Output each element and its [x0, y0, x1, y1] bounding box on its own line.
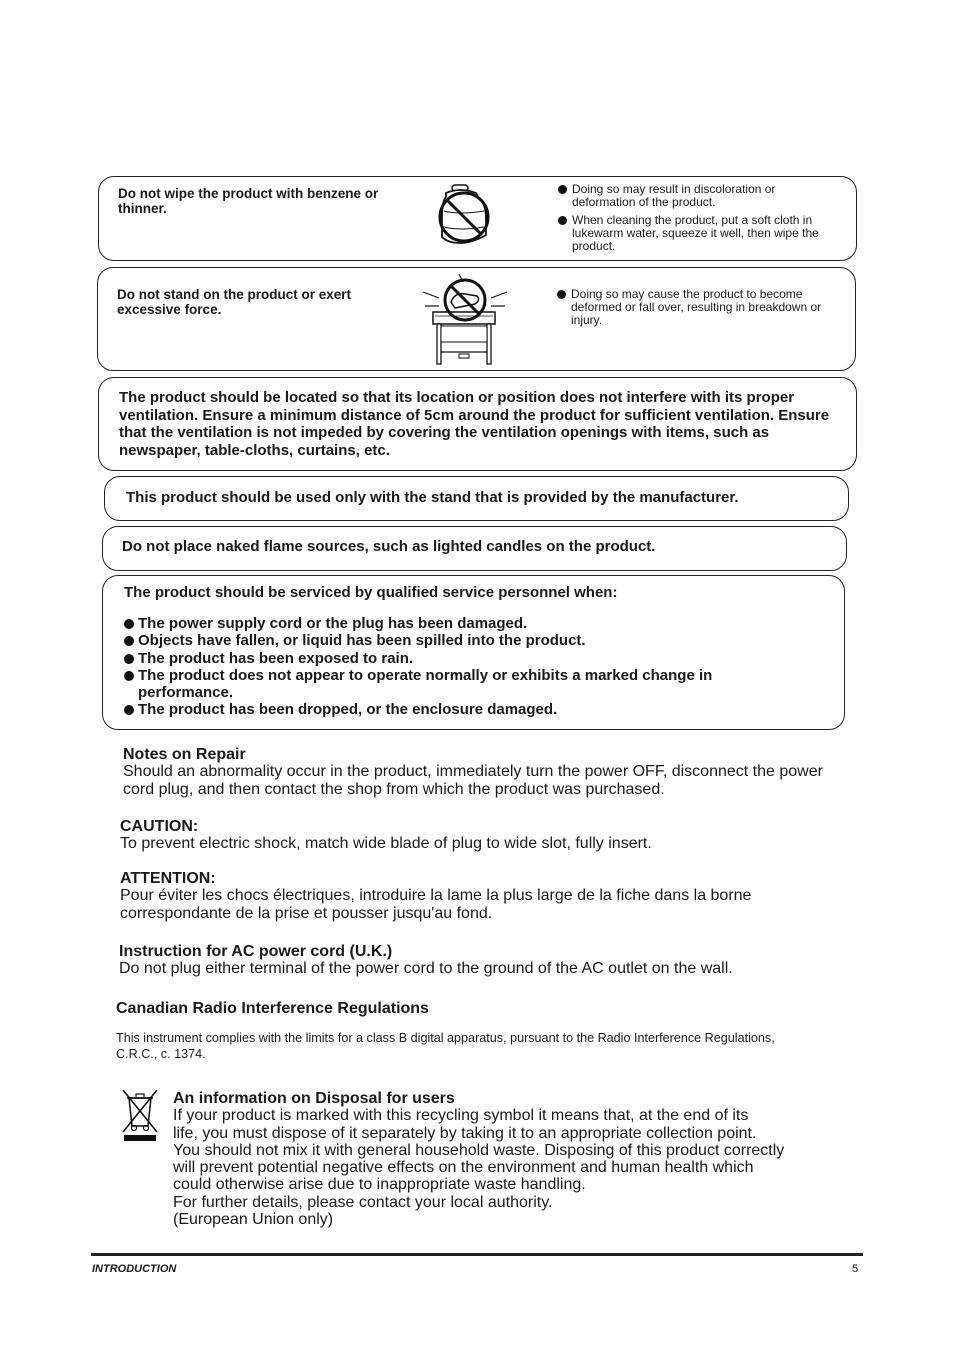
repair-body: Should an abnormality occur in the product, immediately turn the power OFF, disconnect the power cord plug, and then contact the shop from which the product was purchased.: [123, 763, 823, 798]
ac-cord-section: [119, 943, 839, 978]
warning-notes-standing: [557, 288, 834, 332]
service-intro: The product should be serviced by qualified service personnel when:: [124, 584, 618, 601]
caution-body: To prevent electric shock, match wide blade of plug to wide slot, fully insert.: [120, 835, 652, 853]
caution-section: [120, 818, 840, 853]
repair-heading: Notes on Repair: [123, 746, 246, 763]
service-condition: The product has been exposed to rain.: [124, 650, 764, 667]
no-benzene-bottle-icon: [432, 181, 500, 249]
crossed-out-wheelie-bin-icon: [120, 1088, 160, 1144]
ventilation-text: The product should be located so that its location or position does not interfere with its proper ventilation. Ensure a minimum distance of 5cm around the product for sufficient ventilation. Ensure that the ventilation is not impeded by covering the ventilation openings with items, such as newspaper, table-cloths, curtains, etc.: [119, 389, 830, 459]
no-standing-on-piano-icon: [421, 272, 509, 368]
warning-notes-benzene: [558, 183, 836, 258]
attention-section: [120, 870, 820, 922]
warning-note: Doing so may cause the product to become deformed or fall over, resulting in breakdown or injury.: [557, 288, 834, 327]
warning-note: When cleaning the product, put a soft cloth in lukewarm water, squeeze it well, then wipe the product.: [558, 214, 836, 253]
ac-cord-body: Do not plug either terminal of the power cord to the ground of the AC outlet on the wall.: [119, 960, 733, 978]
disposal-line: You should not mix it with general household waste. Disposing of this product correctly: [173, 1141, 785, 1159]
repair-section: [123, 746, 843, 798]
service-condition: The power supply cord or the plug has been damaged.: [124, 615, 764, 632]
warning-title-standing: Do not stand on the product or exert excessive force.: [117, 287, 352, 317]
footer-rule: [91, 1253, 863, 1256]
caution-heading: CAUTION:: [120, 818, 199, 835]
flame-text: Do not place naked flame sources, such as lighted candles on the product.: [122, 538, 656, 555]
service-condition: The product has been dropped, or the enclosure damaged.: [124, 701, 764, 718]
disposal-line: For further details, please contact your local authority.: [173, 1193, 553, 1211]
disposal-section: [173, 1090, 863, 1228]
canadian-heading: [116, 1000, 836, 1017]
disposal-line: (European Union only): [173, 1211, 334, 1229]
disposal-line: will prevent potential negative effects on the environment and human health which: [173, 1159, 754, 1177]
service-condition: The product does not appear to operate normally or exhibits a marked change in performance.: [124, 667, 764, 702]
disposal-line: life, you must dispose of it separately by taking it to an appropriate collection point.: [173, 1124, 757, 1142]
service-conditions-list: [124, 615, 764, 719]
page-number: 5: [852, 1263, 859, 1275]
canadian-heading-text: Canadian Radio Interference Regulations: [116, 1000, 429, 1017]
ac-cord-heading: Instruction for AC power cord (U.K.): [119, 943, 393, 960]
footer-section-label: INTRODUCTION: [92, 1263, 177, 1275]
canadian-body: This instrument complies with the limits for a class B digital apparatus, pursuant to the Radio Interference Regulations, C.R.C., c. 1374.: [116, 1031, 775, 1061]
disposal-line: could otherwise arise due to inappropriate waste handling.: [173, 1176, 586, 1194]
attention-heading: ATTENTION:: [120, 870, 216, 887]
warning-note: Doing so may result in discoloration or deformation of the product.: [558, 183, 836, 209]
disposal-heading: An information on Disposal for users: [173, 1090, 455, 1107]
attention-body: Pour éviter les chocs électriques, introduire la lame la plus large de la fiche dans la borne correspondante de la prise et pousser jusqu'au fond.: [120, 887, 752, 922]
disposal-line: If your product is marked with this recycling symbol it means that, at the end of its: [173, 1107, 749, 1125]
service-condition: Objects have fallen, or liquid has been spilled into the product.: [124, 632, 764, 649]
stand-text: This product should be used only with the stand that is provided by the manufacturer.: [126, 489, 739, 506]
warning-title-benzene: Do not wipe the product with benzene or thinner.: [118, 186, 379, 216]
